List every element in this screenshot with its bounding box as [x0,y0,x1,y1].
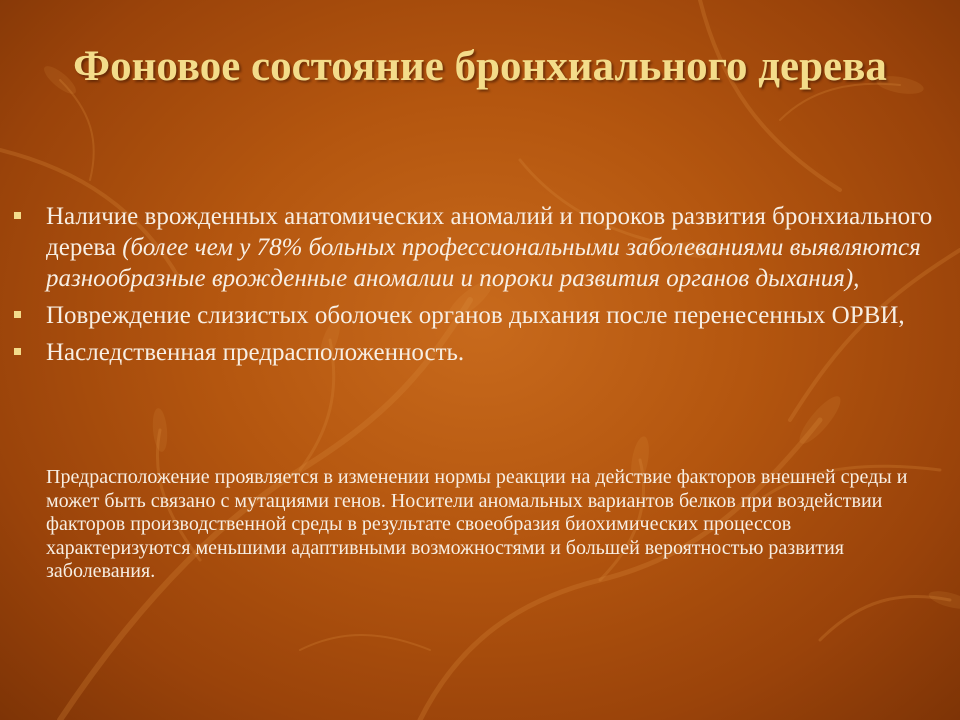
bullet-list [14,201,934,374]
square-bullet-icon [14,311,21,318]
bullet-item-mucosa-damage [14,300,934,331]
bullet-text: Наличие врожденных анатомических аномалий и пороков развития бронхиального дерева [46,203,933,261]
bullet-item-anomalies [14,201,934,294]
square-bullet-icon [14,212,21,219]
bullet-text: Наследственная предрасположенность. [46,339,465,366]
bullet-text-italic: (более чем у 78% больных профессиональными заболеваниями выявляются разнообразные врожденные аномалии и пороки развития органов дыхания), [46,234,921,292]
square-bullet-icon [14,348,21,355]
note-paragraph: Предрасположение проявляется в изменении нормы реакции на действие факторов внешней среды и может быть связано с мутациями генов. Носители аномальных вариантов белков при воздействии факторов производственной среды в результате своеобразия биохимических процессов характеризуются меньшими адаптивными возможностями и большей вероятностью развития заболевания. [46,466,908,582]
slide-title: Фоновое состояние бронхиального дерева [73,43,887,90]
bullet-item-heredity [14,337,934,368]
bullet-text: Повреждение слизистых оболочек органов дыхания после перенесенных ОРВИ, [46,302,905,329]
